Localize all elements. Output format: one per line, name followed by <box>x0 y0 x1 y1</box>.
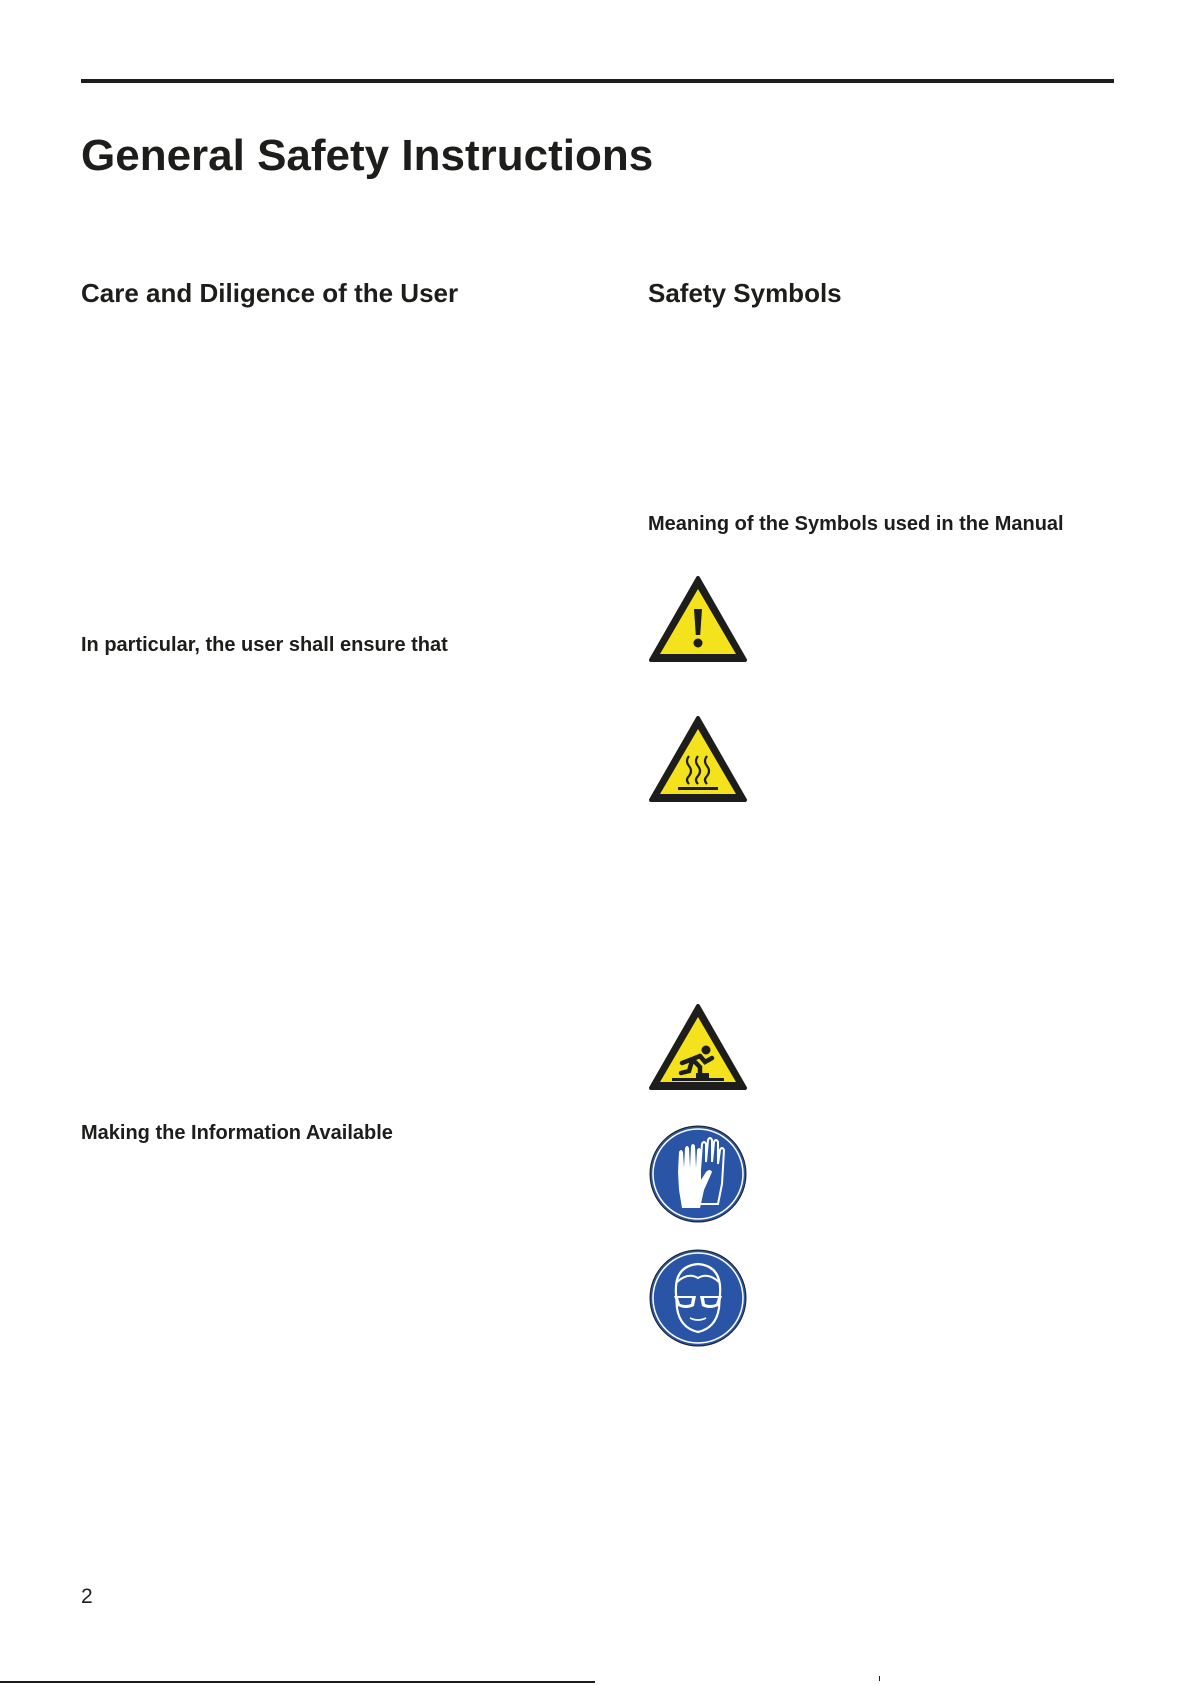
ensure-heading: In particular, the user shall ensure that <box>81 634 448 656</box>
crop-mark <box>879 1676 880 1681</box>
safety-symbols-heading: Safety Symbols <box>648 278 842 308</box>
hot-surface-warning-icon <box>648 715 748 803</box>
care-heading: Care and Diligence of the User <box>81 278 459 308</box>
bottom-rule <box>0 1681 595 1683</box>
top-rule <box>81 79 1114 83</box>
wear-protective-gloves-icon <box>648 1124 748 1224</box>
general-warning-icon <box>648 575 748 663</box>
page-title: General Safety Instructions <box>81 131 654 180</box>
wear-safety-glasses-icon <box>648 1248 748 1348</box>
symbols-meaning-heading: Meaning of the Symbols used in the Manual <box>648 513 1064 535</box>
info-heading: Making the Information Available <box>81 1122 393 1144</box>
tripping-hazard-warning-icon <box>648 1003 748 1091</box>
page-number: 2 <box>81 1585 93 1608</box>
